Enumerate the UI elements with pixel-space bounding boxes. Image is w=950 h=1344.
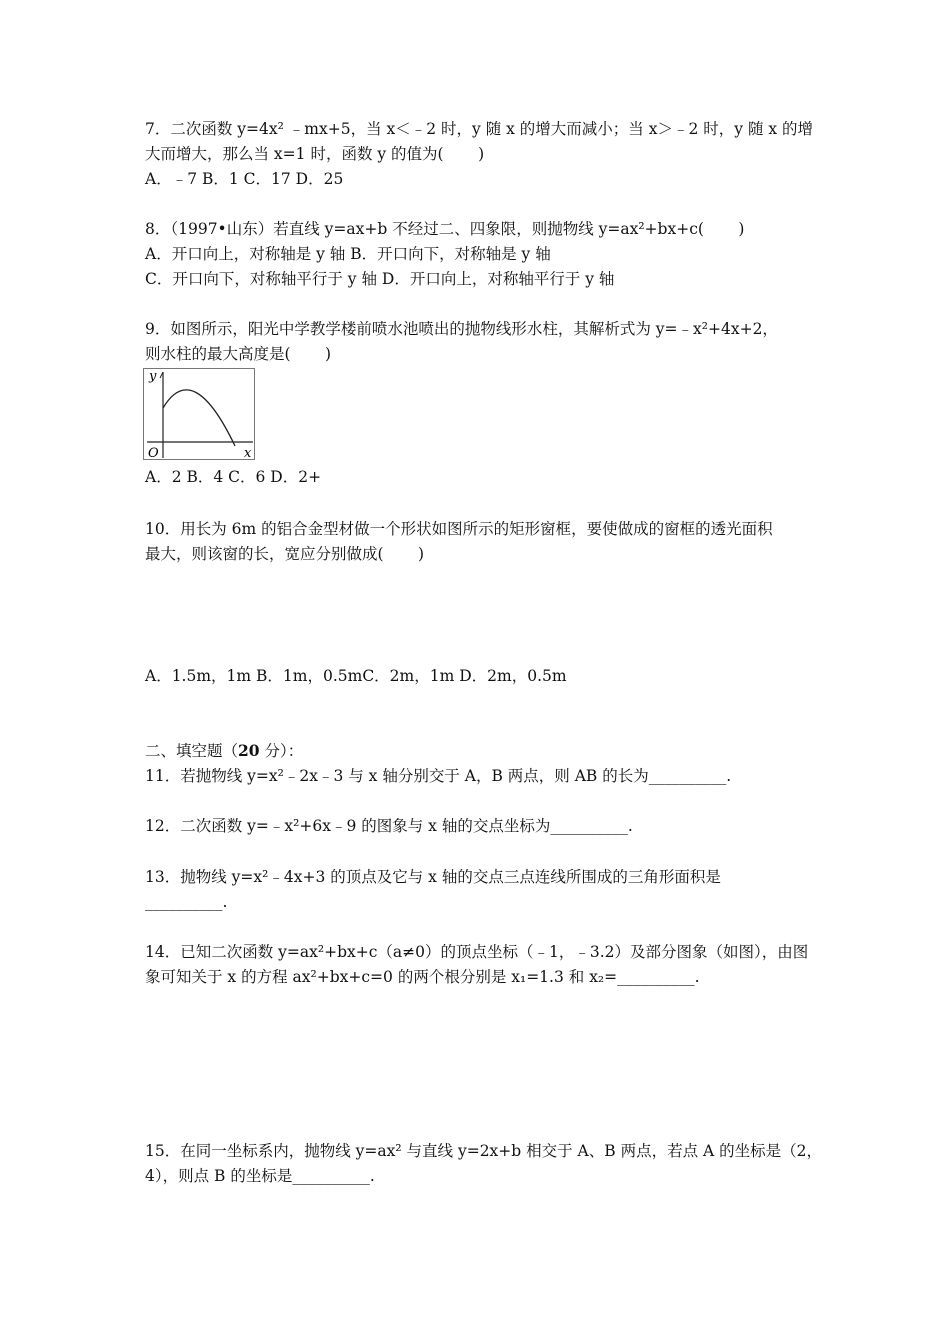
q12-text: 12．二次函数 y=﹣x²+6x﹣9 的图象与 x 轴的交点坐标为__________.	[145, 817, 633, 835]
q9-parabola-figure	[143, 368, 255, 460]
q14-stem-line2: 象可知关于 x 的方程 ax²+bx+c=0 的两个根分别是 x₁=1.3 和 x₂=__________.	[145, 968, 700, 986]
x-axis-label: x	[244, 446, 252, 460]
q9-stem-line1: 9．如图所示，阳光中学教学楼前喷水池喷出的抛物线形水柱，其解析式为 y=﹣x²+4x+2，	[145, 320, 778, 338]
q7-options: A．﹣7 B．1 C．17 D．25	[145, 170, 344, 188]
origin-label: O	[148, 446, 159, 460]
q15-stem-line2: 4），则点 B 的坐标是__________.	[145, 1167, 375, 1185]
q10-stem-line2: 最大，则该窗的长，宽应分别做成( )	[145, 545, 425, 563]
q9-stem-line2: 则水柱的最大高度是( )	[145, 345, 332, 363]
q8-stem: 8．（1997•山东）若直线 y=ax+b 不经过二、四象限，则抛物线 y=ax²+bx+c( )	[145, 220, 745, 238]
q8-options-line1: A．开口向上，对称轴是 y 轴 B．开口向下，对称轴是 y 轴	[145, 245, 551, 263]
y-axis-label: y	[149, 369, 157, 384]
section-2-suffix: 分）：	[259, 742, 304, 760]
q7-stem-line1: 7．二次函数 y=4x² ﹣mx+5，当 x＜﹣2 时，y 随 x 的增大而减小；当 x＞﹣2 时，y 随 x 的增	[145, 120, 814, 138]
q9-parabola-graph	[143, 368, 255, 460]
q10-stem-line1: 10．用长为 6m 的铝合金型材做一个形状如图所示的矩形窗框，要使做成的窗框的透光面积	[145, 520, 773, 538]
q11-text: 11．若抛物线 y=x²﹣2x﹣3 与 x 轴分别交于 A，B 两点，则 AB 的长为__________.	[145, 767, 732, 785]
q10-options: A．1.5m，1m B．1m，0.5mC．2m，1m D．2m，0.5m	[145, 667, 567, 685]
figure-border	[144, 369, 255, 460]
parabola-curve	[163, 390, 235, 446]
q15-stem-line1: 15．在同一坐标系内，抛物线 y=ax² 与直线 y=2x+b 相交于 A、B 两点，若点 A 的坐标是（2，	[145, 1142, 822, 1160]
q13-stem-line2: __________.	[145, 893, 228, 911]
section-2-prefix: 二、填空题（	[145, 742, 239, 760]
q7-stem-line2: 大而增大，那么当 x=1 时，函数 y 的值为( )	[145, 145, 485, 163]
q8-options-line2: C．开口向下，对称轴平行于 y 轴 D．开口向上，对称轴平行于 y 轴	[145, 270, 615, 288]
q14-stem-line1: 14．已知二次函数 y=ax²+bx+c（a≠0）的顶点坐标（﹣1，﹣3.2）及部分图象（如图），由图	[145, 943, 809, 961]
q9-options: A．2 B．4 C．6 D．2+	[145, 468, 322, 486]
section-2-points: 20	[238, 741, 260, 760]
q13-stem-line1: 13．抛物线 y=x²﹣4x+3 的顶点及它与 x 轴的交点三点连线所围成的三角形面积是	[145, 868, 721, 886]
section-2-heading	[145, 740, 303, 762]
